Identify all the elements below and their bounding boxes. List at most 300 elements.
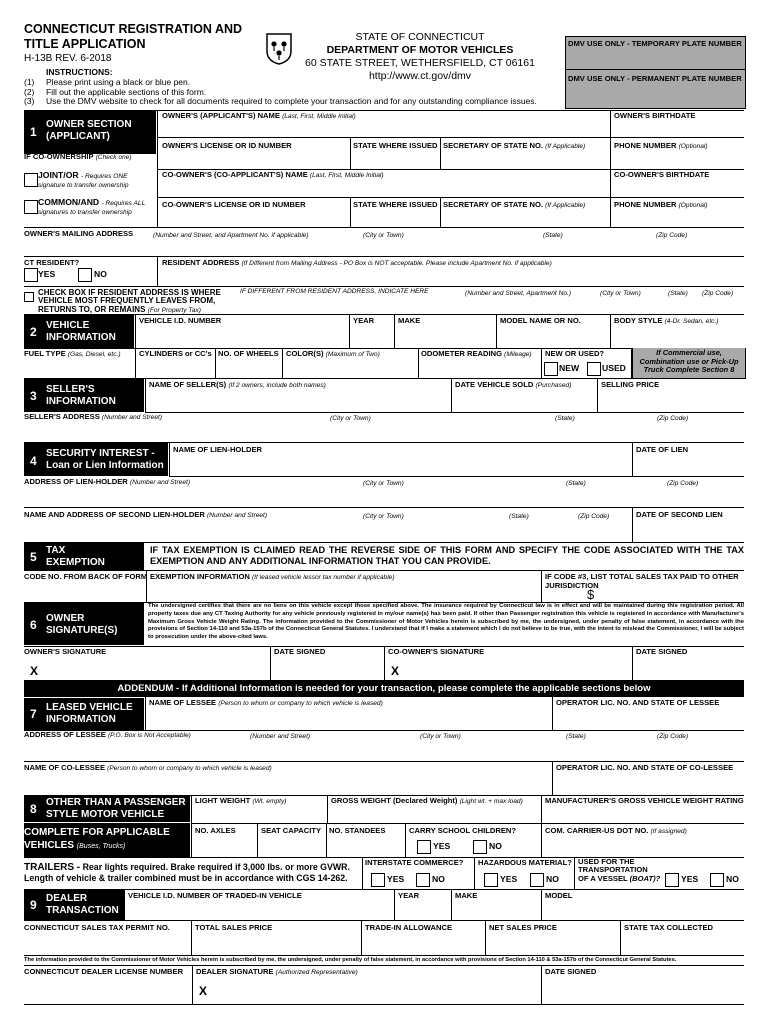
commercial-note-box (632, 348, 746, 379)
rule (552, 697, 553, 730)
seller-city-hint: (City or Town) (330, 415, 371, 422)
section-1-number: 1 (30, 125, 37, 139)
co-owner-signature-x: X (391, 664, 400, 678)
common-checkbox[interactable] (24, 200, 38, 214)
second-lienholder-city-hint: (City or Town) (363, 513, 404, 520)
common-label (38, 198, 145, 207)
phone-label: PHONE NUMBER (614, 141, 677, 150)
section-5-header (24, 543, 144, 570)
property-tax-checkbox[interactable] (24, 292, 34, 302)
rule (361, 920, 362, 955)
rule (157, 197, 744, 198)
ct-resident-label: CT RESIDENT? (24, 258, 80, 267)
owner-name-field[interactable] (162, 112, 356, 120)
axles-field[interactable]: NO. AXLES (195, 826, 236, 835)
phone-number-field[interactable] (614, 142, 708, 150)
common-hint: - Requires ALL (101, 200, 146, 207)
rule (496, 314, 497, 348)
section-6-title: OWNER SIGNATURE(S) (46, 613, 118, 636)
seller-name-hint: (If 2 owners, include both names) (228, 382, 326, 389)
net-sales-price-field[interactable]: NET SALES PRICE (489, 923, 557, 932)
vessel-yes-label: YES (681, 874, 699, 884)
instruction-number: (3) (24, 96, 35, 107)
rule (384, 646, 385, 680)
seller-name-field[interactable] (149, 381, 326, 389)
dealer-signature-hint: (Authorized Representative) (275, 969, 358, 976)
vessel-transport-label (578, 858, 660, 883)
dealer-signature-label: DEALER SIGNATURE (196, 967, 274, 976)
color-label: COLOR(S) (286, 349, 324, 358)
co-owner-signature-field[interactable]: CO-OWNER'S SIGNATURE (388, 647, 485, 656)
rule (350, 137, 351, 169)
section-6-number: 6 (30, 618, 37, 632)
resident-address-label: RESIDENT ADDRESS (162, 258, 240, 267)
lienholder-address-field[interactable] (24, 478, 190, 486)
school-yes-checkbox[interactable] (417, 840, 431, 854)
lessee-name-label: NAME OF LESSEE (149, 698, 217, 707)
rule (574, 857, 575, 889)
exemption-info-field[interactable] (150, 573, 395, 581)
interstate-label: INTERSTATE COMMERCE? (365, 858, 464, 867)
school-yes-label: YES (433, 841, 451, 851)
co-lessee-oplic-field[interactable]: OPERATOR LIC. NO. AND STATE OF CO-LESSEE (556, 763, 734, 772)
trailer-text-1: Rear lights required. Brake required if 3,000 lbs. or more GVWR. (82, 862, 350, 872)
standees-field[interactable]: NO. STANDEES (329, 826, 386, 835)
rule (124, 889, 125, 920)
vessel-yes-checkbox[interactable] (665, 873, 679, 887)
gross-weight-field[interactable] (331, 797, 523, 805)
boat-label: (BOAT)? (629, 873, 661, 883)
co-owner-birthdate-field[interactable]: CO-OWNER'S BIRTHDATE (614, 170, 710, 179)
section-9-header (24, 890, 124, 920)
section-3-number: 3 (30, 389, 37, 403)
gvwr-field[interactable]: MANUFACTURER'S GROSS VEHICLE WEIGHT RATING (545, 796, 744, 805)
cylinders-field[interactable]: CYLINDERS or CC's (139, 349, 212, 358)
dmv-temp-plate-box (565, 36, 746, 70)
date-sold-field[interactable] (455, 381, 571, 389)
tax-exemption-notice: IF TAX EXEMPTION IS CLAIMED READ THE REVERSE SIDE OF THIS FORM AND SPECIFY THE CODE ASSOCIATED WITH THE TAX EXEMPTION AND ANY ADDITIONAL INFORMATION THAT YOU CAN PROVIDE. (150, 545, 744, 566)
vessel-no-checkbox[interactable] (710, 873, 724, 887)
selling-price-field[interactable]: SELLING PRICE (601, 380, 660, 389)
state-tax-collected-field[interactable]: STATE TAX COLLECTED (624, 923, 714, 932)
rule (440, 137, 441, 169)
section-1-title: OWNER SECTION (APPLICANT) (46, 119, 132, 142)
lessee-address-label: ADDRESS OF LESSEE (24, 730, 106, 739)
co-owner-date-signed-field[interactable]: DATE SIGNED (636, 647, 688, 656)
lessee-oplic-field[interactable]: OPERATOR LIC. NO. AND STATE OF LESSEE (556, 698, 720, 707)
dealer-date-signed-field[interactable]: DATE SIGNED (545, 967, 597, 976)
used-checkbox[interactable] (587, 362, 601, 376)
second-lienholder-field[interactable] (24, 511, 267, 519)
rule (157, 256, 158, 286)
second-lienholder-zip-hint: (Zip Code) (578, 513, 610, 520)
exemption-code-field[interactable]: CODE NO. FROM BACK OF FORM (24, 572, 148, 581)
seller-street-hint: (Number and Street) (101, 414, 163, 421)
model-field[interactable]: MODEL NAME OR NO. (500, 316, 581, 325)
alt-street-hint: (Number and Street, Apartment No.) (465, 290, 572, 297)
dmv-perm-plate-box (565, 69, 746, 109)
color-hint: (Maximum of Two) (325, 351, 380, 358)
instructions (24, 68, 537, 107)
fuel-type-field[interactable] (24, 350, 121, 358)
instruction-text: Use the DMV website to check for all documents required to complete your transaction and for any outstanding compliance issues. (46, 96, 537, 107)
co-state-issued-field[interactable]: STATE WHERE ISSUED (353, 200, 438, 209)
mailing-zip-hint: (Zip Code) (656, 232, 688, 239)
rule (541, 570, 542, 602)
alt-state-hint: (State) (668, 290, 688, 297)
light-weight-label: LIGHT WEIGHT (195, 796, 251, 805)
rule (257, 823, 258, 857)
instruction-text: Please print using a black or blue pen. (46, 76, 191, 87)
co-owner-name-hint: (Last, First, Middle Initial) (309, 172, 384, 179)
resident-address-field[interactable] (162, 259, 552, 267)
instruction-number: (1) (24, 76, 35, 87)
odometer-hint: (Mileage) (504, 351, 532, 358)
co-sos-number-field (443, 201, 585, 209)
rule (24, 507, 744, 508)
co-ownership-label (24, 153, 132, 161)
rule (191, 823, 744, 824)
department-name: DEPARTMENT OF MOTOR VEHICLES (326, 44, 514, 56)
rule (632, 442, 633, 476)
rule (282, 348, 283, 378)
rule (541, 795, 542, 857)
co-phone-field[interactable] (614, 201, 708, 209)
section-9-number: 9 (30, 898, 37, 912)
rule (24, 889, 744, 890)
mailing-street-hint: (Number and Street, and Apartment No. if applicable) (153, 232, 309, 239)
rule (157, 155, 158, 227)
rule (552, 761, 553, 795)
joint-label (38, 171, 128, 180)
instruction-text: Fill out the applicable sections of this form. (46, 86, 207, 97)
ct-resident-no-label: NO (94, 269, 107, 279)
co-lessee-name-hint: (Person to whom or company to which vehicle is leased) (107, 765, 272, 772)
seller-address-label: SELLER'S ADDRESS (24, 412, 100, 421)
wheels-field[interactable]: NO. OF WHEELS (218, 349, 279, 358)
sales-tax-permit-field[interactable]: CONNECTICUT SALES TAX PERMIT NO. (24, 923, 170, 932)
lienholder-city-hint: (City or Town) (363, 480, 404, 487)
lessee-address-field[interactable] (24, 731, 191, 739)
joint-hint-2: signature to transfer ownership (38, 182, 129, 189)
dot-number-field[interactable] (545, 827, 687, 835)
owner-birthdate-field[interactable]: OWNER'S BIRTHDATE (614, 111, 696, 120)
rule (474, 857, 475, 889)
trade-in-make-field[interactable]: MAKE (455, 891, 478, 900)
school-no-checkbox[interactable] (473, 840, 487, 854)
lessee-city-hint: (City or Town) (420, 733, 461, 740)
joint-hint: - Requires ONE (80, 173, 128, 180)
owner-certification-text: The undersigned certifies that there are no liens on this vehicle except those specified above. The insurance required by Connecticut law is in effect and will be maintained during this registration period. All property taxes due any CT Taxing Authority for any vehicle previously registered in my/our name(s) has been paid. If other than Passenger registration this vehicle is registered in accordance with Manufacturer's Maximum Gross Vehicle Weight Rating. The information provided to the Commissioner of Motor Vehicles herein is subscribed by me, the undersigned, under penalty of false statement, in accordance with the provisions of Section 14-110 and 53a-157b of the Connecticut General Statutes. I understand that if I make a statement which I do not believe to be true, with the intent to mislead the Commissioner, I will be subject to prosecution under the above-cited laws. (148, 603, 744, 641)
co-owner-name-field[interactable] (162, 171, 384, 179)
joint-checkbox[interactable] (24, 173, 38, 187)
section-4-number: 4 (30, 454, 37, 468)
section-8-subheader (24, 823, 190, 857)
rule (610, 155, 611, 227)
vessel-label: USED FOR THE TRANSPORTATION OF A VESSEL (578, 857, 648, 883)
section-3-title: SELLER'S INFORMATION (46, 384, 116, 407)
section-7-number: 7 (30, 707, 37, 721)
hazmat-yes-checkbox[interactable] (484, 873, 498, 887)
state-name: STATE OF CONNECTICUT (355, 31, 485, 43)
lienholder-street-hint: (Number and Street) (129, 479, 191, 486)
exemption-info-hint: (If leased vehicle lessor tax number if applicable) (251, 574, 395, 581)
body-style-hint: (4-Dr. Sedan, etc.) (664, 318, 719, 325)
rule (157, 110, 158, 155)
rule (620, 920, 621, 955)
lienholder-state-hint: (State) (566, 480, 586, 487)
dmv-website-link[interactable]: http://www.ct.gov/dmv (368, 70, 472, 82)
rule (362, 857, 363, 889)
section-8-vehicles: VEHICLES (24, 840, 75, 851)
trailer-text-2: Length of vehicle & trailer combined must be in accordance with CGS 14-262. (24, 873, 348, 883)
alt-zip-hint: (Zip Code) (702, 290, 734, 297)
section-8-title: OTHER THAN A PASSENGER STYLE MOTOR VEHICLE (46, 797, 186, 820)
lessee-state-hint: (State) (566, 733, 586, 740)
rule (270, 646, 271, 680)
make-field[interactable]: MAKE (398, 316, 421, 325)
trailer-notice (24, 862, 350, 884)
hazmat-no-checkbox[interactable] (530, 873, 544, 887)
section-7-title: LEASED VEHICLE INFORMATION (46, 702, 133, 725)
sos-label: SECRETARY OF STATE NO. (443, 141, 543, 150)
section-8-number: 8 (30, 802, 37, 816)
rule (541, 889, 542, 920)
rule (24, 965, 744, 966)
addendum-banner: ADDENDUM - If Additional Information is needed for your transaction, please complete the applicable sections below (24, 680, 744, 697)
dealer-statement: The information provided to the Commissioner of Motor Vehicles herein is subscribed by me, the undersigned, under penalty of false statement, in accordance with provisions of Section 14-110 & 53a-157b of the Connecticut General Statutes. (24, 957, 677, 963)
fuel-type-label: FUEL TYPE (24, 349, 66, 358)
school-no-label: NO (489, 841, 502, 851)
section-9-title: DEALER TRANSACTION (46, 893, 119, 916)
new-label: NEW (559, 363, 580, 373)
instruction-item (24, 97, 537, 107)
section-5-title: TAX EXEMPTION (46, 545, 105, 568)
dealer-license-field[interactable]: CONNECTICUT DEALER LICENSE NUMBER (24, 967, 184, 976)
rule (135, 348, 136, 378)
dmv-temp-plate-label: DMV USE ONLY - TEMPORARY PLATE NUMBER (568, 39, 742, 48)
seller-address-field[interactable] (24, 413, 162, 421)
rule (135, 314, 136, 348)
lessee-name-field[interactable] (149, 699, 383, 707)
odometer-field[interactable] (421, 350, 532, 358)
rule (610, 314, 611, 348)
rule (191, 795, 192, 857)
co-sos-label: SECRETARY OF STATE NO. (443, 200, 543, 209)
trade-in-vin-field[interactable]: VEHICLE I.D. NUMBER OF TRADED-IN VEHICLE (128, 891, 302, 900)
trailers-label: TRAILERS - (24, 862, 81, 873)
sos-number-field (443, 142, 585, 150)
trade-in-allowance-field[interactable]: TRADE-IN ALLOWANCE (365, 923, 453, 932)
section-4-title: SECURITY INTEREST - Loan or Lien Information (46, 448, 164, 471)
lessee-po-hint: (P.O. Box is Not Acceptable) (107, 732, 191, 739)
trade-in-model-field[interactable]: MODEL (545, 891, 573, 900)
state-seal-icon (263, 31, 295, 65)
co-owner-license-field[interactable]: CO-OWNER'S LICENSE OR ID NUMBER (162, 200, 306, 209)
section-8-complete: COMPLETE FOR APPLICABLE (24, 827, 170, 838)
gross-weight-hint: (Light wt. + max load) (459, 798, 523, 805)
form-title-line1: CONNECTICUT REGISTRATION AND (24, 22, 243, 36)
rule (451, 889, 452, 920)
new-used-label: NEW OR USED? (545, 349, 605, 358)
state-issued-field[interactable]: STATE WHERE ISSUED (353, 141, 438, 150)
lienholder-zip-hint: (Zip Code) (667, 480, 699, 487)
exemption-info-label: EXEMPTION INFORMATION (150, 572, 250, 581)
section-7-header (24, 698, 144, 730)
hazmat-yes-label: YES (500, 874, 518, 884)
ct-resident-no-checkbox[interactable] (78, 268, 92, 282)
light-weight-hint: (Wt. empty) (252, 798, 287, 805)
rule (418, 348, 419, 378)
dealer-signature-x: X (199, 984, 208, 998)
total-sales-price-field[interactable]: TOTAL SALES PRICE (195, 923, 273, 932)
dealer-signature-field[interactable] (196, 968, 358, 976)
ct-resident-yes-checkbox[interactable] (24, 268, 38, 282)
rule (597, 378, 598, 412)
dot-number-hint: (If assigned) (650, 828, 687, 835)
rule (192, 965, 193, 1004)
rule (24, 761, 744, 762)
instructions-title: INSTRUCTIONS: (46, 67, 113, 77)
rule (451, 378, 452, 412)
date-sold-label: DATE VEHICLE SOLD (455, 380, 534, 389)
form-title-line2: TITLE APPLICATION (24, 37, 146, 51)
mailing-state-hint: (State) (543, 232, 563, 239)
hazmat-no-label: NO (546, 874, 559, 884)
section-1-header (24, 111, 156, 154)
light-weight-field[interactable] (195, 797, 286, 805)
seller-name-label: NAME OF SELLER(S) (149, 380, 227, 389)
rule (350, 197, 351, 227)
co-owner-name-label: CO-OWNER'S (CO-APPLICANT'S) NAME (162, 170, 308, 179)
co-phone-label: PHONE NUMBER (614, 200, 677, 209)
rule (157, 137, 744, 138)
dollar-sign: $ (587, 587, 595, 602)
owner-signature-field[interactable]: OWNER'S SIGNATURE (24, 647, 107, 656)
department-address: 60 STATE STREET, WETHERSFIELD, CT 06161 (305, 57, 535, 69)
body-style-field[interactable] (614, 317, 719, 325)
year-field[interactable]: YEAR (353, 316, 375, 325)
interstate-yes-checkbox[interactable] (371, 873, 385, 887)
co-ownership-hint: (Check one) (95, 154, 132, 161)
seat-capacity-field[interactable]: SEAT CAPACITY (261, 826, 322, 835)
rule (145, 697, 146, 730)
lessee-street-hint: (Number and Street) (250, 733, 311, 740)
co-phone-hint: (Optional) (678, 202, 708, 209)
seller-state-hint: (State) (555, 415, 575, 422)
rule (394, 314, 395, 348)
vessel-no-label: NO (726, 874, 739, 884)
rule (24, 955, 744, 956)
used-label: USED (602, 363, 626, 373)
owner-name-label: OWNER'S (APPLICANT'S) NAME (162, 111, 280, 120)
section-4-header (24, 443, 168, 476)
commercial-note: If Commercial use, Combination use or Pick-Up Truck Complete Section 8 (639, 348, 739, 375)
owner-date-signed-field[interactable]: DATE SIGNED (274, 647, 326, 656)
rule (327, 795, 328, 823)
alt-city-hint: (City or Town) (600, 290, 641, 297)
rule (169, 476, 744, 477)
interstate-yes-label: YES (387, 874, 405, 884)
joint-text: JOINT/OR (38, 170, 79, 180)
property-tax-line-2: VEHICLE MOST FREQUENTLY LEAVES FROM, (38, 296, 216, 306)
seller-zip-hint: (Zip Code) (657, 415, 689, 422)
vin-field[interactable]: VEHICLE I.D. NUMBER (139, 316, 222, 325)
lessee-zip-hint: (Zip Code) (657, 733, 689, 740)
other-jurisdiction-tax-field[interactable]: IF CODE #3, LIST TOTAL SALES TAX PAID TO OTHER JURISDICTION (545, 572, 739, 590)
rule (541, 348, 542, 378)
property-tax-hint: (For Property Tax) (147, 306, 201, 314)
rule (440, 197, 441, 227)
lessee-name-hint: (Person to whom or company to which vehicle is leased) (218, 700, 383, 707)
new-checkbox[interactable] (544, 362, 558, 376)
section-5-number: 5 (30, 550, 37, 564)
date-sold-hint: (Purchased) (535, 382, 572, 389)
rule (24, 227, 744, 228)
rule (191, 920, 192, 955)
rule (349, 314, 350, 348)
rule (485, 920, 486, 955)
rule (405, 823, 406, 857)
odometer-label: ODOMETER READING (421, 349, 503, 358)
rule (215, 348, 216, 378)
section-8-vehicles-hint: (Buses, Trucks) (76, 843, 126, 850)
interstate-no-checkbox[interactable] (416, 873, 430, 887)
rule (145, 412, 744, 413)
mailing-city-hint: (City or Town) (363, 232, 404, 239)
date-second-lien-field[interactable]: DATE OF SECOND LIEN (636, 510, 723, 519)
rule (541, 965, 542, 1004)
lienholder-name-field[interactable]: NAME OF LIEN-HOLDER (173, 445, 263, 454)
color-field[interactable] (286, 350, 380, 358)
section-2-title: VEHICLE INFORMATION (46, 320, 116, 343)
trade-in-year-field[interactable]: YEAR (398, 891, 420, 900)
instruction-number: (2) (24, 86, 35, 97)
sos-hint: (If Applicable) (545, 143, 586, 150)
rule (169, 442, 170, 476)
rule (326, 823, 327, 857)
rule (145, 378, 146, 412)
co-sos-hint: (If Applicable) (545, 202, 586, 209)
rule (24, 920, 744, 921)
rule (394, 889, 395, 920)
gross-weight-label: GROSS WEIGHT (Declared Weight) (331, 796, 458, 805)
alternate-address-hint: IF DIFFERENT FROM RESIDENT ADDRESS, INDICATE HERE (240, 288, 429, 295)
property-tax-line-1: CHECK BOX IF RESIDENT ADDRESS IS WHERE (38, 288, 221, 297)
rule (610, 110, 611, 155)
second-lienholder-state-hint: (State) (509, 513, 529, 520)
date-of-lien-field[interactable]: DATE OF LIEN (636, 445, 689, 454)
mailing-address-field[interactable]: OWNER'S MAILING ADDRESS (24, 229, 134, 238)
section-2-header (24, 315, 134, 348)
resident-address-hint: (If Different from Mailing Address - PO Box is NOT acceptable. Please include Apartment No. if applicable) (241, 260, 552, 267)
second-lienholder-street-hint: (Number and Street) (206, 512, 268, 519)
co-lessee-name-field[interactable] (24, 764, 272, 772)
owner-license-field[interactable]: OWNER'S LICENSE OR ID NUMBER (162, 141, 292, 150)
school-children-label: CARRY SCHOOL CHILDREN? (409, 826, 517, 835)
owner-name-hint: (Last, First, Middle Initial) (282, 113, 356, 120)
lienholder-address-label: ADDRESS OF LIEN-HOLDER (24, 477, 128, 486)
co-lessee-name-label: NAME OF CO-LESSEE (24, 763, 106, 772)
rule (24, 256, 744, 257)
dot-number-label: COM. CARRIER-US DOT NO. (545, 826, 649, 835)
rule (24, 570, 744, 571)
rule (632, 507, 633, 542)
ct-resident-yes-label: YES (38, 269, 56, 279)
form-number: H-13B REV. 6-2018 (24, 53, 112, 64)
rule (24, 1004, 744, 1005)
property-tax-instructions (38, 289, 221, 315)
